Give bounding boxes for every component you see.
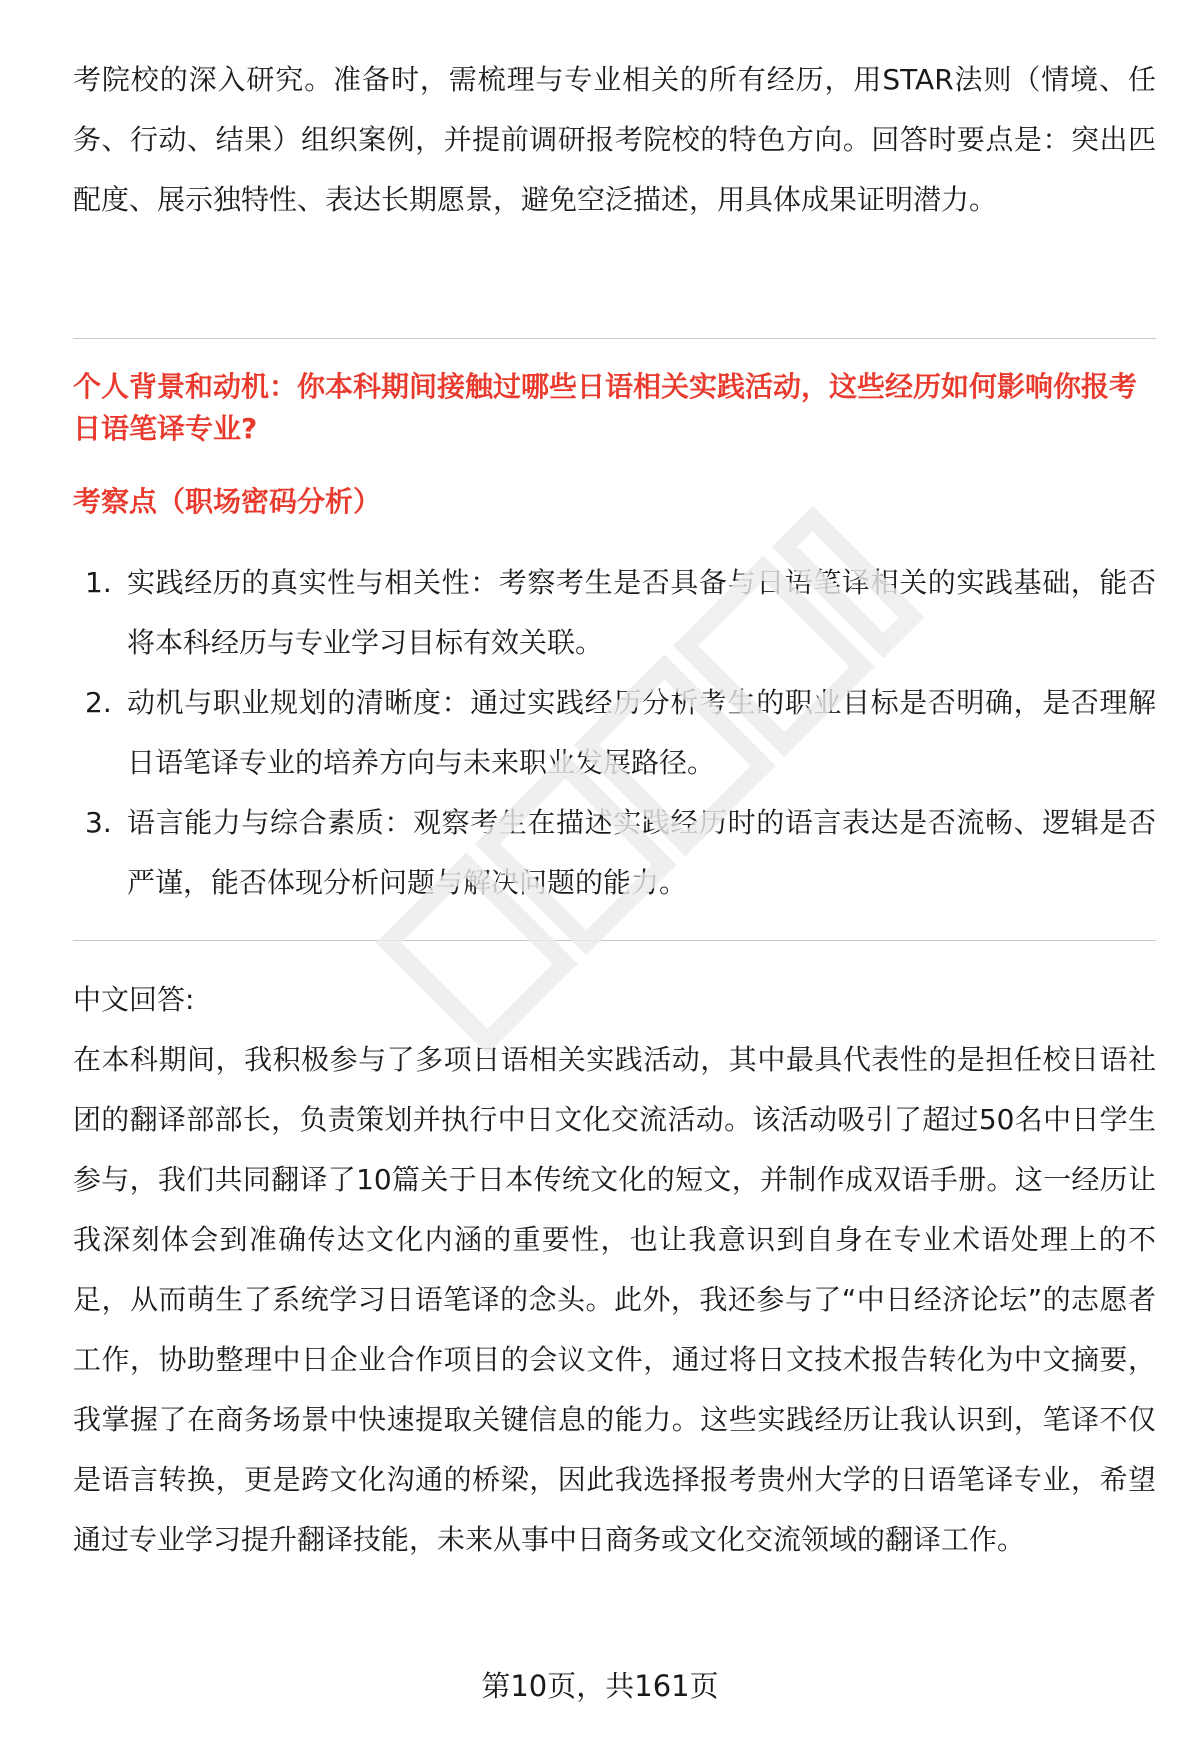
page-footer: 第10页，共161页: [481, 1669, 719, 1703]
list-number: 1.: [85, 566, 112, 599]
list-item: [73, 673, 1156, 793]
divider-top: [73, 338, 1156, 339]
question-heading: 个人背景和动机：你本科期间接触过哪些日语相关实践活动，这些经历如何影响你报考日语笔译专业?: [73, 370, 1138, 445]
intro-paragraph: 考院校的深入研究。准备时，需梳理与专业相关的所有经历，用STAR法则（情境、任务、行动、结果）组织案例，并提前调研报考院校的特色方向。回答时要点是：突出匹配度、展示独特性、表达长期愿景，避免空泛描述，用具体成果证明潜力。: [73, 63, 1156, 216]
answer-paragraph: 在本科期间，我积极参与了多项日语相关实践活动，其中最具代表性的是担任校日语社团的翻译部部长，负责策划并执行中日文化交流活动。该活动吸引了超过50名中日学生参与，我们共同翻译了10篇关于日本传统文化的短文，并制作成双语手册。这一经历让我深刻体会到准确传达文化内涵的重要性，也让我意识到自身在专业术语处理上的不足，从而萌生了系统学习日语笔译的念头。此外，我还参与了“中日经济论坛”的志愿者工作，协助整理中日企业合作项目的会议文件，通过将日文技术报告转化为中文摘要，我掌握了在商务场景中快速提取关键信息的能力。这些实践经历让我认识到，笔译不仅是语言转换，更是跨文化沟通的桥梁，因此我选择报考贵州大学的日语笔译专业，希望通过专业学习提升翻译技能，未来从事中日商务或文化交流领域的翻译工作。: [73, 1043, 1156, 1556]
list-number: 3.: [85, 806, 112, 839]
divider-bottom: [73, 940, 1156, 941]
list-item: [73, 553, 1156, 673]
answer-label: 中文回答:: [73, 983, 195, 1016]
list-number: 2.: [85, 686, 112, 719]
list-item-text: 实践经历的真实性与相关性：考察考生是否具备与日语笔译相关的实践基础，能否将本科经历与专业学习目标有效关联。: [127, 566, 1156, 659]
list-item-text: 动机与职业规划的清晰度：通过实践经历分析考生的职业目标是否明确，是否理解日语笔译专业的培养方向与未来职业发展路径。: [127, 686, 1156, 779]
section-title: 考察点（职场密码分析）: [73, 485, 382, 518]
list-item-text: 语言能力与综合素质：观察考生在描述实践经历时的语言表达是否流畅、逻辑是否严谨，能否体现分析问题与解决问题的能力。: [127, 806, 1156, 899]
list-item: [73, 793, 1156, 913]
points-list: [73, 553, 1156, 913]
